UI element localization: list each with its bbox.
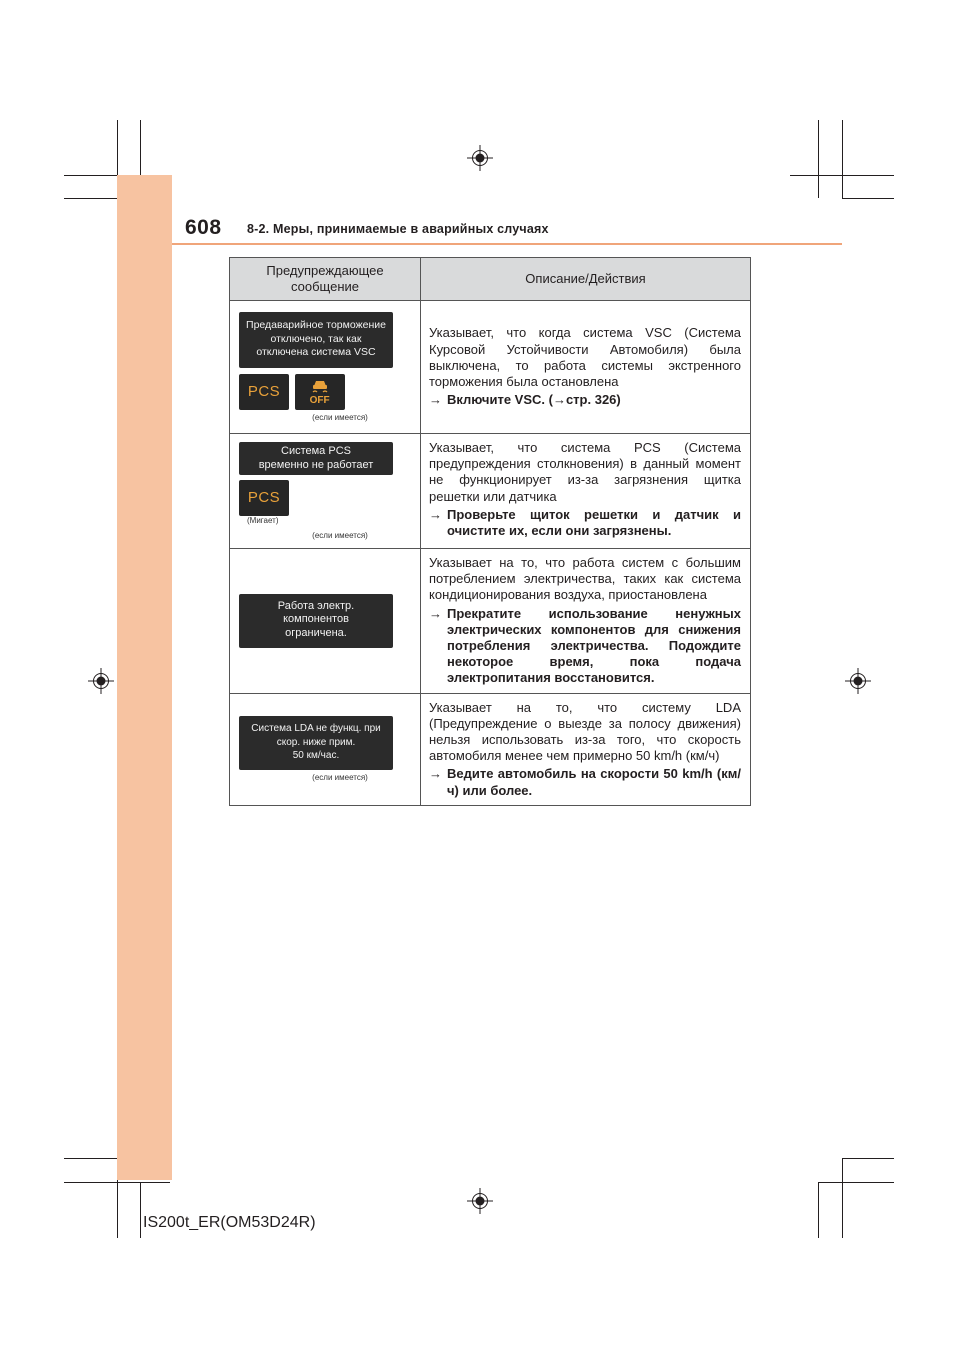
panel-line: Работа электр. bbox=[277, 599, 355, 612]
pcs-indicator bbox=[239, 480, 289, 516]
panel-line: Система PCS bbox=[281, 445, 351, 457]
blink-caption: (Мигает) bbox=[247, 516, 279, 525]
description-text: Указывает, что когда система VSC (Система Курсовой Устойчивости Автомобиля) была выключена, то работа системы экстренного торможения была остановлена bbox=[429, 325, 741, 390]
skid-car-icon bbox=[310, 377, 330, 393]
header-rule bbox=[172, 243, 842, 245]
panel-line: временно не работает bbox=[258, 458, 374, 471]
availability-caption: (если имеется) bbox=[312, 773, 368, 783]
table-row bbox=[230, 549, 751, 694]
action-line bbox=[429, 606, 741, 687]
registration-mark-icon bbox=[88, 668, 114, 694]
column-header: Предупреждающее сообщение bbox=[230, 258, 421, 301]
display-message-panel bbox=[239, 442, 393, 475]
display-message-panel bbox=[239, 312, 393, 368]
description-cell bbox=[421, 434, 751, 549]
table-header-row bbox=[230, 258, 751, 301]
column-header: Описание/Действия bbox=[421, 258, 751, 301]
arrow-icon: → bbox=[429, 506, 442, 522]
panel-line: 50 км/час. bbox=[292, 750, 340, 762]
registration-mark-icon bbox=[467, 1188, 493, 1214]
panel-line: ограничена. bbox=[285, 626, 347, 639]
action-text: Включите VSC. (→стр. 326) bbox=[447, 392, 621, 408]
section-title: 8-2. Меры, принимаемые в аварийных случаях bbox=[247, 222, 549, 236]
indicator-label: PCS bbox=[247, 383, 281, 400]
description-cell bbox=[421, 693, 751, 805]
panel-line: Предаварийное торможение bbox=[246, 319, 386, 331]
table-row bbox=[230, 301, 751, 434]
action-text: Ведите автомобиль на скорости 50 km/h (км/ч) или более. bbox=[447, 766, 741, 798]
table-row bbox=[230, 434, 751, 549]
pcs-indicator bbox=[239, 374, 289, 410]
action-text: Прекратите использование ненужных электрических компонентов для снижения потребления электричества. Подождите некоторое время, пока подача электропитания восстановится. bbox=[447, 605, 741, 686]
description-text: Указывает, что система PCS (Система предупреждения столкновения) в данный момент не функционирует из-за загрязнения щитка решетки или датчика bbox=[429, 440, 741, 504]
availability-caption: (если имеется) bbox=[312, 413, 368, 422]
display-message-panel bbox=[239, 594, 393, 648]
off-label: OFF bbox=[309, 395, 330, 406]
action-line bbox=[429, 507, 741, 539]
description-cell bbox=[421, 301, 751, 434]
message-image-cell bbox=[230, 549, 421, 694]
registration-mark-icon bbox=[845, 668, 871, 694]
arrow-icon: → bbox=[429, 392, 442, 408]
action-line bbox=[429, 766, 741, 798]
description-text: Указывает на то, что работа систем с большим потреблением электричества, таких как система кондиционирования воздуха, приостановлена bbox=[429, 555, 741, 603]
message-image-cell bbox=[230, 434, 421, 549]
action-line bbox=[429, 392, 741, 408]
panel-line: скор. ниже прим. bbox=[276, 736, 356, 748]
registration-mark-icon bbox=[467, 145, 493, 171]
warning-message-table bbox=[229, 257, 751, 806]
arrow-icon: → bbox=[429, 605, 442, 621]
availability-caption: (если имеется) bbox=[312, 531, 368, 540]
message-image-cell bbox=[230, 693, 421, 805]
description-cell bbox=[421, 549, 751, 694]
panel-line: Система LDA не функц. при bbox=[251, 723, 381, 735]
chapter-sidebar bbox=[117, 175, 172, 1180]
document-code-footer: IS200t_ER(OM53D24R) bbox=[143, 1214, 316, 1231]
panel-line: отключено, так как bbox=[270, 332, 362, 345]
table-row bbox=[230, 693, 751, 805]
panel-line: компонентов bbox=[283, 613, 349, 626]
description-text: Указывает на то, что систему LDA (Предупреждение о выезде за полосу движения) нельзя использовать из-за того, что скорость автомобиля менее чем примерно 50 km/h (км/ч) bbox=[429, 699, 741, 764]
indicator-label: PCS bbox=[247, 489, 281, 506]
panel-line: отключена система VSC bbox=[256, 346, 376, 358]
message-image-cell bbox=[230, 301, 421, 434]
pcs-off-indicator bbox=[295, 374, 345, 410]
display-message-panel bbox=[239, 716, 393, 770]
page-number: 608 bbox=[185, 216, 222, 239]
action-text: Проверьте щиток решетки и датчик и очистите их, если они загрязнены. bbox=[447, 506, 741, 539]
arrow-icon: → bbox=[429, 766, 442, 782]
